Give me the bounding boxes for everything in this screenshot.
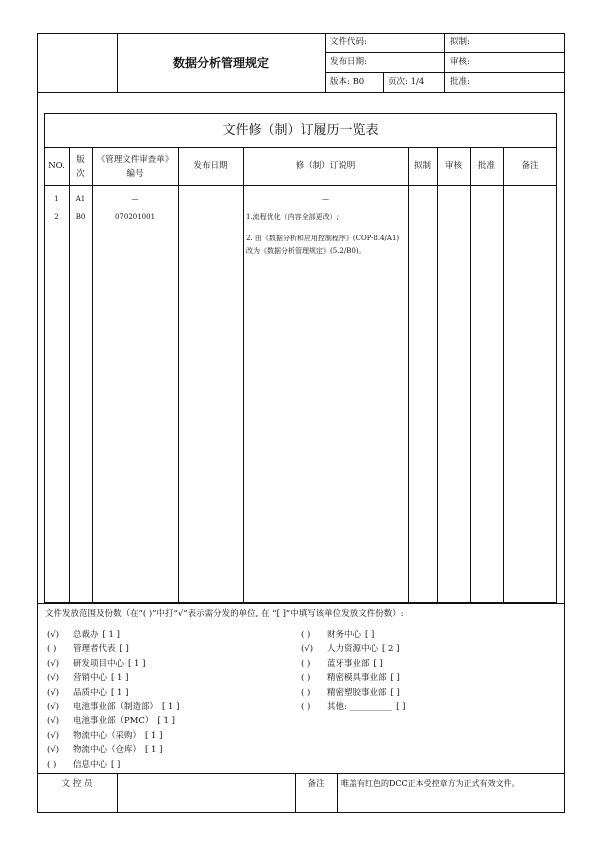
header-row-line-2 bbox=[325, 72, 565, 73]
distribution-item bbox=[47, 671, 128, 683]
distribution-unit-name: 电池事业部（PMC） bbox=[73, 716, 154, 727]
col-header-review-no-1: 《管理文件审查单》 bbox=[96, 155, 174, 165]
distribution-count[interactable]: [ ] bbox=[396, 702, 406, 712]
distribution-unit-name: 蓝牙事业部 bbox=[327, 658, 370, 669]
distribution-unit-name: 电池事业部（制造部） bbox=[73, 702, 159, 712]
row-1-edition: A1 bbox=[75, 195, 86, 203]
distribution-count[interactable]: [ 2 ] bbox=[382, 644, 400, 655]
col-header-review-no-2: 编号 bbox=[126, 169, 144, 179]
col-divider-6 bbox=[437, 147, 438, 603]
col-divider-7 bbox=[470, 147, 471, 603]
row-2-desc-line-3: 改为《数据分析管理规定》(5.2/B0)。 bbox=[246, 247, 366, 255]
distribution-item bbox=[301, 657, 383, 669]
distribution-unit-name: 精密塑胶事业部 bbox=[327, 687, 387, 698]
distribution-mark[interactable]: (√) bbox=[47, 630, 60, 640]
revision-history-table bbox=[44, 113, 557, 603]
distribution-mark[interactable]: (√) bbox=[301, 644, 314, 655]
distribution-count[interactable]: [ 1 ] bbox=[162, 702, 180, 712]
distribution-item bbox=[47, 686, 128, 698]
header-bottom-border bbox=[37, 92, 565, 93]
distribution-mark[interactable]: (√) bbox=[47, 687, 60, 698]
distribution-mark[interactable]: ( ) bbox=[301, 630, 311, 640]
remark-label: 备注 bbox=[307, 779, 325, 789]
distribution-count[interactable]: [ ] bbox=[119, 644, 129, 655]
row-2-review-no: 070201001 bbox=[114, 213, 156, 221]
distribution-item bbox=[47, 743, 162, 755]
col-header-edition-1: 版 bbox=[76, 155, 85, 165]
distribution-count[interactable]: [ 1 ] bbox=[157, 716, 175, 727]
distribution-mark[interactable]: ( ) bbox=[301, 702, 311, 712]
distribution-item bbox=[47, 628, 120, 640]
row-1-review-no: — bbox=[131, 195, 139, 203]
distribution-unit-name: 管理者代表 bbox=[73, 644, 116, 655]
distribution-unit-name: 信息中心 bbox=[73, 759, 108, 770]
distribution-item bbox=[47, 729, 162, 741]
doc-code-label: 文件代码: bbox=[330, 37, 367, 47]
distribution-item bbox=[47, 714, 175, 726]
approve-label: 批准: bbox=[450, 77, 470, 87]
distribution-mark[interactable]: ( ) bbox=[301, 687, 311, 698]
distribution-unit-name: 人力资源中心 bbox=[327, 644, 379, 655]
distribution-mark[interactable]: (√) bbox=[47, 702, 60, 712]
history-title-line bbox=[44, 147, 557, 148]
distribution-item bbox=[301, 642, 399, 654]
review-label: 审核: bbox=[450, 57, 470, 67]
distribution-mark[interactable]: ( ) bbox=[301, 658, 311, 669]
distribution-count[interactable]: [ 1 ] bbox=[128, 658, 146, 669]
distribution-unit-name: 总裁办 bbox=[73, 630, 99, 640]
col-header-approve: 批准 bbox=[477, 161, 495, 171]
title-divider bbox=[325, 33, 326, 92]
col-header-review: 审核 bbox=[444, 161, 462, 171]
col-header-no: NO. bbox=[48, 161, 65, 171]
distribution-mark[interactable]: (√) bbox=[47, 658, 60, 669]
distribution-heading: 文件发放范围及份数（在“( )”中打“√”表示需分发的单位, 在 “[ ]”中填写该单位发放文件份数）: bbox=[45, 609, 404, 619]
footer-divider-3 bbox=[337, 773, 338, 813]
row-2-edition: B0 bbox=[75, 213, 86, 221]
distribution-count[interactable]: [ 1 ] bbox=[102, 630, 120, 640]
distribution-mark[interactable]: ( ) bbox=[301, 673, 311, 684]
row-2-desc-line-2: 2. 由《数据分析和应用控制程序》(COP-8.4/A1) bbox=[246, 235, 400, 242]
col-divider-5 bbox=[408, 147, 409, 603]
footer-divider-2 bbox=[295, 773, 296, 813]
col-divider-3 bbox=[178, 147, 179, 603]
distribution-count[interactable]: [ ] bbox=[373, 658, 383, 669]
distribution-item bbox=[47, 657, 145, 669]
distribution-item bbox=[47, 758, 120, 770]
distribution-unit-name: 营销中心 bbox=[73, 673, 108, 684]
distribution-unit-name: 物流中心（采购） bbox=[73, 730, 142, 741]
distribution-count[interactable]: [ 1 ] bbox=[111, 673, 129, 684]
issue-date-label: 发布日期: bbox=[330, 57, 367, 67]
distribution-unit-name: 财务中心 bbox=[327, 630, 362, 640]
header-row-line-1 bbox=[325, 52, 565, 53]
controller-label: 文 控 员 bbox=[61, 779, 93, 789]
version-label: 版本: B0 bbox=[330, 77, 365, 87]
distribution-mark[interactable]: (√) bbox=[47, 745, 60, 756]
history-header-line bbox=[44, 185, 557, 186]
row-1-no: 1 bbox=[54, 195, 59, 203]
distribution-unit-name: 研发项目中心 bbox=[73, 658, 125, 669]
remark-text: 唯盖有红色的DCC正本受控章方为正式有效文件。 bbox=[341, 779, 520, 788]
distribution-unit-name: 物流中心（仓库） bbox=[73, 745, 142, 756]
distribution-mark[interactable]: ( ) bbox=[47, 644, 57, 655]
distribution-count[interactable]: [ 1 ] bbox=[145, 745, 163, 756]
distribution-unit-name: 品质中心 bbox=[73, 687, 108, 698]
page-label: 页次: 1/4 bbox=[388, 77, 425, 87]
col-divider-8 bbox=[503, 147, 504, 603]
col-header-release-date: 发布日期 bbox=[193, 161, 228, 171]
distribution-mark[interactable]: (√) bbox=[47, 730, 60, 741]
version-divider bbox=[383, 72, 384, 92]
distribution-count[interactable]: [ ] bbox=[390, 687, 400, 698]
history-title: 文件修（制）订履历一览表 bbox=[222, 123, 379, 138]
distribution-item bbox=[47, 642, 129, 654]
distribution-count[interactable]: [ 1 ] bbox=[111, 687, 129, 698]
distribution-mark[interactable]: ( ) bbox=[47, 759, 57, 770]
col-divider-4 bbox=[243, 147, 244, 603]
distribution-count[interactable]: [ ] bbox=[390, 673, 400, 684]
distribution-count[interactable]: [ 1 ] bbox=[145, 730, 163, 741]
col-header-draft: 拟制 bbox=[413, 161, 431, 171]
distribution-count[interactable]: [ ] bbox=[365, 630, 375, 640]
draft-label: 拟制: bbox=[450, 37, 470, 47]
distribution-item bbox=[301, 686, 400, 698]
distribution-mark[interactable]: (√) bbox=[47, 716, 60, 727]
col-header-revision-desc: 修（制）订说明 bbox=[295, 161, 356, 171]
sign-divider bbox=[444, 33, 445, 92]
distribution-top-border bbox=[37, 603, 565, 604]
row-2-desc-line-1: 1.流程优化（内容全部更改）; bbox=[246, 213, 340, 221]
col-header-remark: 备注 bbox=[521, 161, 539, 171]
distribution-count[interactable]: [ ] bbox=[111, 759, 121, 770]
distribution-mark[interactable]: (√) bbox=[47, 673, 60, 684]
distribution-item bbox=[301, 671, 400, 683]
row-1-desc: — bbox=[322, 195, 329, 203]
row-2-no: 2 bbox=[54, 213, 59, 221]
document-title: 数据分析管理规定 bbox=[172, 56, 269, 70]
distribution-item bbox=[301, 628, 374, 640]
distribution-item bbox=[47, 700, 179, 712]
distribution-item bbox=[301, 700, 405, 712]
distribution-unit-name: 其他: __________ bbox=[327, 702, 393, 712]
distribution-unit-name: 精密模具事业部 bbox=[327, 673, 387, 684]
col-header-edition-2: 次 bbox=[76, 169, 85, 179]
footer-divider-1 bbox=[117, 773, 118, 813]
